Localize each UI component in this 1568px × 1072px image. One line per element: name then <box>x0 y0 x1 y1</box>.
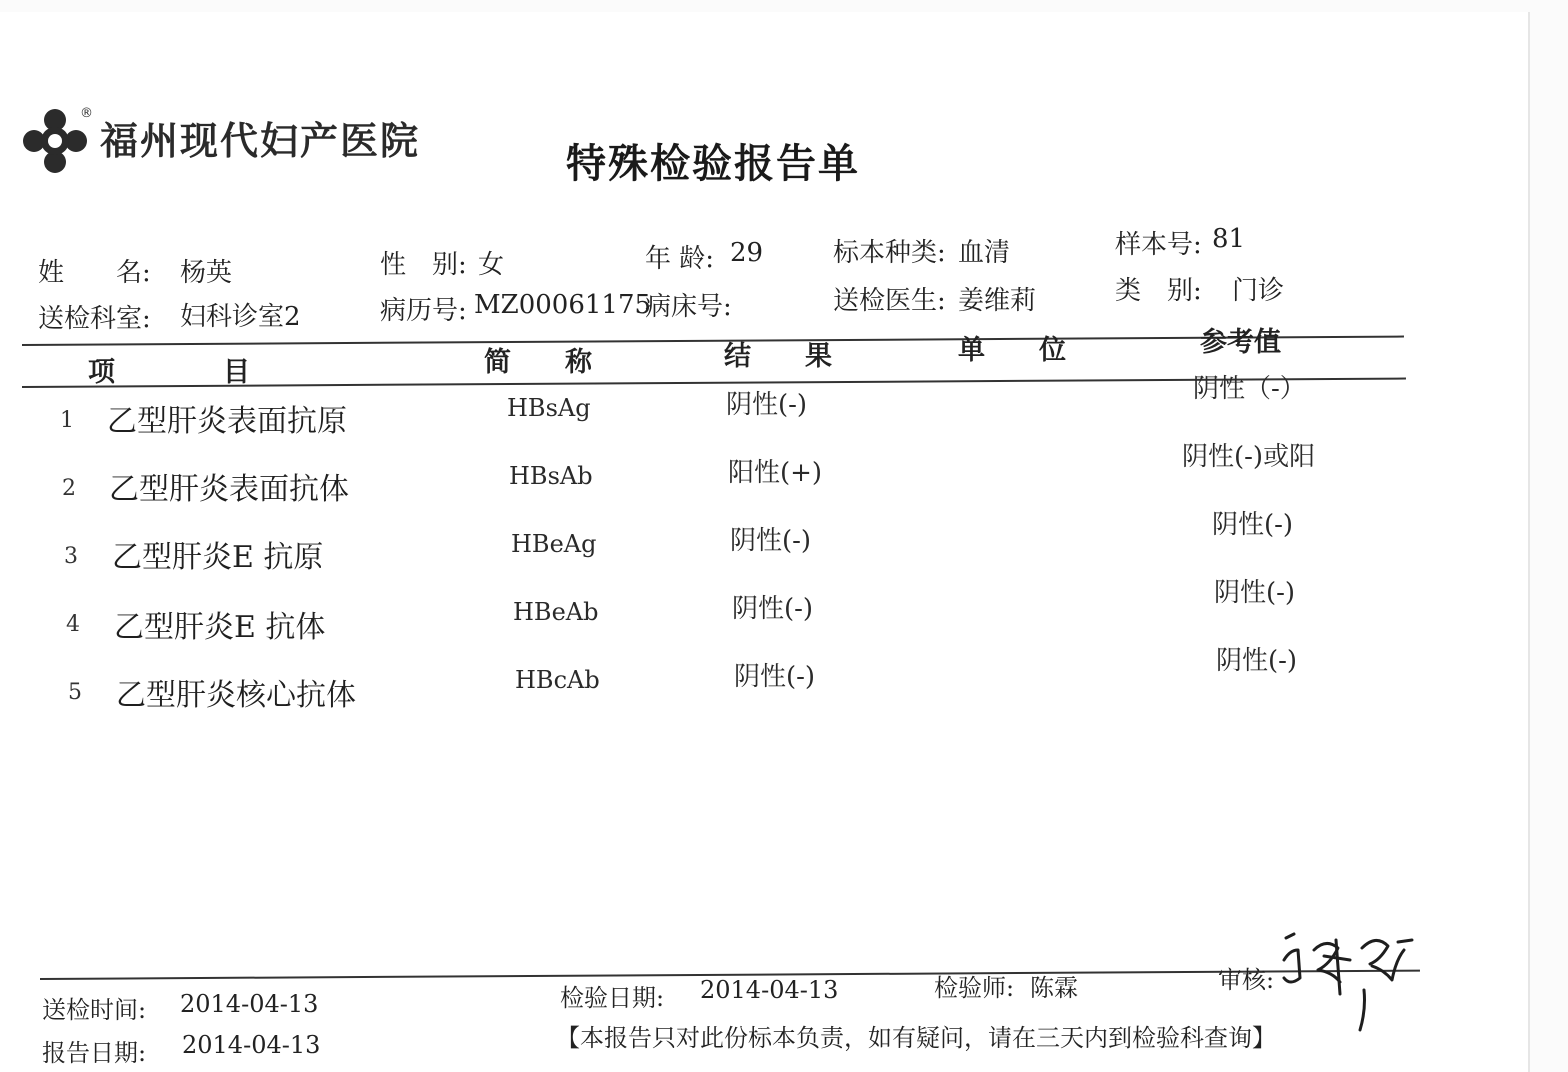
record-no-label: 病历号: <box>380 296 467 326</box>
row-index: 4 <box>66 612 80 637</box>
row-item-name: 乙型肝炎表面抗体 <box>109 472 349 507</box>
row-ref: 阴性(-) <box>1216 646 1298 676</box>
row-abbr: HBeAg <box>511 530 597 558</box>
row-item-name: 乙型肝炎E 抗体 <box>114 610 326 645</box>
sex-value: 女 <box>478 250 505 280</box>
specimen-type-value: 血清 <box>958 238 1011 268</box>
row-index: 1 <box>60 408 74 433</box>
hospital-logo-icon <box>22 108 88 174</box>
dept-label: 送检科室: <box>38 304 151 334</box>
specimen-type-label: 标本种类: <box>833 238 946 268</box>
registered-mark: ® <box>80 106 93 121</box>
age-label: 年 龄: <box>645 244 715 274</box>
age-value: 29 <box>730 238 764 268</box>
sample-no-label: 样本号: <box>1115 230 1202 260</box>
dept-value: 妇科诊室2 <box>180 302 301 332</box>
row-abbr: HBeAb <box>513 598 599 626</box>
row-result: 阴性(-) <box>734 662 816 692</box>
sample-no-value: 81 <box>1212 224 1246 254</box>
row-ref: 阴性(-) <box>1212 510 1294 540</box>
row-item-name: 乙型肝炎核心抗体 <box>116 678 356 713</box>
patient-name-label: 姓 名: <box>38 258 151 288</box>
row-abbr: HBcAb <box>515 666 600 694</box>
row-ref: 阴性(-) <box>1214 578 1296 608</box>
row-ref: 阴性(-)或阳 <box>1182 442 1316 472</box>
hospital-name: 福州现代妇产医院 <box>100 119 421 163</box>
category-label: 类 别: <box>1115 276 1202 306</box>
report-date-value: 2014-04-13 <box>182 1031 321 1059</box>
row-index: 3 <box>64 544 78 569</box>
col-header-unit: 单 位 <box>958 335 1066 366</box>
tester-value: 陈霖 <box>1030 974 1078 1002</box>
row-item-name: 乙型肝炎表面抗原 <box>107 404 347 439</box>
row-result: 阳性(+) <box>728 458 823 488</box>
col-header-result: 结 果 <box>724 341 832 372</box>
row-item-name: 乙型肝炎E 抗原 <box>112 540 324 575</box>
row-result: 阴性(-) <box>732 594 814 624</box>
tester-label: 检验师: <box>934 974 1015 1002</box>
submit-time-label: 送检时间: <box>42 996 147 1024</box>
sex-label: 性 别: <box>380 250 467 280</box>
row-abbr: HBsAg <box>507 394 591 422</box>
row-abbr: HBsAb <box>509 462 593 490</box>
doctor-label: 送检医生: <box>833 286 946 316</box>
row-index: 5 <box>68 680 82 705</box>
submit-time-value: 2014-04-13 <box>180 990 319 1018</box>
col-header-abbr: 简 称 <box>484 347 592 378</box>
row-index: 2 <box>62 476 76 501</box>
bed-no-label: 病床号: <box>645 292 732 322</box>
test-date-label: 检验日期: <box>560 984 665 1012</box>
test-date-value: 2014-04-13 <box>700 976 839 1004</box>
col-header-ref: 参考值 <box>1200 327 1281 358</box>
report-date-label: 报告日期: <box>42 1039 147 1067</box>
patient-name: 杨英 <box>180 258 233 288</box>
row-result: 阴性(-) <box>726 390 808 420</box>
report-title: 特殊检验报告单 <box>566 141 860 187</box>
doctor-value: 姜维莉 <box>958 286 1037 316</box>
category-value: 门诊 <box>1232 276 1285 306</box>
row-result: 阴性(-) <box>730 526 812 556</box>
disclaimer-note: 【本报告只对此份标本负责，如有疑问，请在三天内到检验科查询】 <box>556 1024 1276 1052</box>
reviewer-label: 审核: <box>1218 966 1275 994</box>
record-no-value: MZ00061175 <box>474 290 652 320</box>
row-ref: 阴性（-） <box>1193 374 1306 404</box>
reviewer-signature-icon <box>1280 920 1430 1040</box>
col-header-item: 项 目 <box>88 357 250 388</box>
